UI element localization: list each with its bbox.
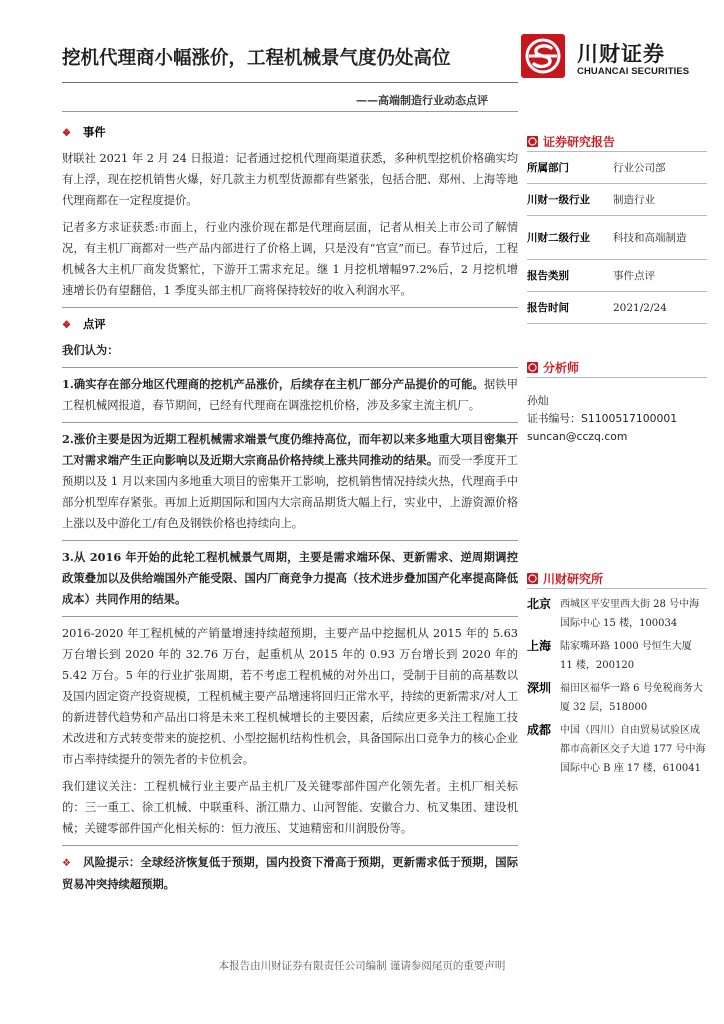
subtitle-divider [62,111,518,112]
logo-small-icon [527,362,538,373]
report-subtitle: ——高端制造行业动态点评 [356,94,488,107]
comment-paragraph-5: 我们建议关注：工程机械行业主要产品主机厂及关键零部件国产化领先者。主机厂相关标的：三一重工、徐工机械、中联重科、浙江鼎力、山河智能、安徽合力、杭叉集团、建设机械；关键零部件国产化相关标的：恒力液压、艾迪精密和川润股份等。 [62,780,518,835]
comment-point-3: 3.从 2016 年开始的此轮工程机械景气周期，主要是需求端环保、更新需求、逆周期调控政策叠加以及供给端国外产能受限、国内厂商竞争力提高（技术进步叠加国产化率提高降低成本）共同作用的结果。 [62,550,518,606]
info-row-report-date: 报告时间 2021/2/24 [527,292,707,324]
office-shenzhen: 深圳 福田区福华一路 6 号免税商务大厦 32 层，518000 [527,681,703,713]
event-heading: ❖ 事件 [62,125,106,139]
analyst-panel [527,360,707,446]
comment-heading: ❖ 点评 [62,317,106,331]
report-info-heading: 证券研究报告 [527,134,707,152]
point-divider [62,616,518,617]
event-paragraph-1: 财联社 2021 年 2 月 24 日报道：记者通过挖机代理商渠道获悉，多种机型挖机价格确实均有上浮，现在挖机销售火爆，好几款主力机型货源都有些紧张，包括合肥、郑州、上海等地代理商都在一定程度提价。 [62,152,518,207]
info-row-report-type: 报告类别 事件点评 [527,260,707,292]
info-row-department: 所属部门 行业公司部 [527,152,707,184]
header-divider [62,82,518,83]
logo-small-icon [527,573,538,584]
institute-heading: 川财研究所 [527,571,707,589]
diamond-bullet-icon: ❖ [62,128,71,139]
report-info-panel [527,134,707,324]
comment-point-1: 1.确实存在部分地区代理商的挖机产品涨价，后续存在主机厂部分产品提价的可能。据铁甲工程机械网报道，春节期间，已经有代理商在调涨挖机价格，涉及多家主流主机厂。 [62,377,518,412]
diamond-bullet-icon: ❖ [62,320,71,331]
footer-disclaimer: 本报告由川财证券有限责任公司编制 谨请参阅尾页的重要声明 [218,960,506,972]
comment-paragraph-4: 2016-2020 年工程机械的产销量增速持续超预期，主要产品中挖掘机从 2015 年的 5.63 万台增长到 2020 年的 32.76 万台，起重机从 2015 年的 0.93 万台增长到 2020 年的 5.42 万台。5 年的行业扩张周期，若不考虑工程机械的对外出口，受制于目前的高基数以及国内固定资产投资规模，工程机械主要产品增速将回归正常水平，持续的更新需求/对人工的新进替代趋势和产品出口将是未来工程机械增长的主要因素，后续应更多关注工程施工技术改进和方式转变带来的旋挖机、小型挖掘机结构性机会，具备国际出口竞争力的核心企业市占率持续提升的领先者的卡位机会。 [62,627,518,766]
report-title: 挖机代理商小幅涨价，工程机械景气度仍处高位 [62,48,451,69]
office-chengdu: 成都 中国（四川）自由贸易试验区成都市高新区交子大道 177 号中海国际中心 B 座 17 楼，610041 [527,723,706,774]
analyst-heading: 分析师 [527,360,707,378]
institute-panel [527,571,707,778]
logo-chinese-name: 川财证券 [577,42,665,66]
office-shanghai: 上海 陆家嘴环路 1000 号恒生大厦 11 楼，200120 [527,639,692,671]
info-row-level2-industry: 川财二级行业 科技和高端制造 [527,216,707,260]
main-content [62,120,518,901]
office-beijing: 北京 西城区平安里西大街 28 号中海国际中心 15 楼，100034 [527,597,700,629]
info-row-level1-industry: 川财一级行业 制造行业 [527,184,707,216]
point-divider [62,422,518,423]
point-divider [62,540,518,541]
chuancai-logo-icon [521,34,565,78]
analyst-certificate: 证书编号：S1100517100001 [527,412,678,425]
logo-small-icon [527,136,538,147]
logo-english-name: CHUANCAI SECURITIES [577,66,690,77]
analyst-name: 孙灿 [527,394,549,407]
diamond-bullet-icon: ❖ [62,858,72,869]
point-divider [62,845,518,846]
event-paragraph-2: 记者多方求证获悉:市面上，行业内涨价现在都是代理商层面，记者从相关上市公司了解情况，有主机厂商都对一些产品内部进行了价格上调，只是没有“官宣”而已。春节过后，工程机械各大主机厂商发货繁忙，下游开工需求充足。继 1 月挖机增幅97.2%后，2 月挖机增速增长仍有望翻倍，1 季度头部主机厂商将保持较好的收入利润水平。 [62,221,518,297]
company-logo [521,34,701,84]
comment-lead: 我们认为： [62,343,119,357]
comment-point-2: 2.涨价主要是因为近期工程机械需求端景气度仍维持高位，而年初以来多地重大项目密集开工对需求端产生正向影响以及近期大宗商品价格持续上涨共同推动的结果。而受一季度开工预期以及 1 月以来国内多地重大项目的密集开工影响，挖机销售情况持续火热，代理商手中部分机型库存紧张。再加上近期国际和国内大宗商品期货大幅上行，实业中，上游资源价格上涨以及中游化工/有色及钢铁价格也持续向上。 [62,432,518,530]
section-divider [62,307,518,308]
analyst-details [527,392,707,446]
analyst-email[interactable]: suncan@cczq.com [527,430,628,443]
risk-warning: ❖ 风险提示：全球经济恢复低于预期，国内投资下滑高于预期，更新需求低于预期，国际贸易冲突持续超预期。 [62,855,518,891]
point-divider [62,367,518,368]
